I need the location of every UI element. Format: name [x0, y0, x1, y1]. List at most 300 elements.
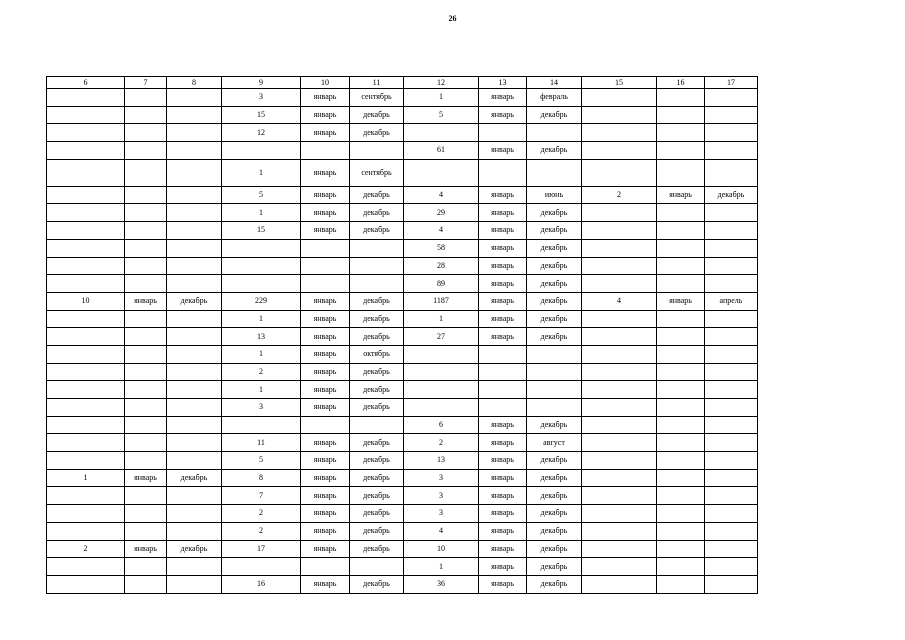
- table-cell: [47, 575, 125, 593]
- table-cell: январь: [479, 142, 527, 160]
- table-cell: [301, 416, 350, 434]
- table-cell: [705, 381, 758, 399]
- table-cell: [125, 434, 167, 452]
- table-cell: 1187: [404, 292, 479, 310]
- table-cell: 15: [222, 106, 301, 124]
- table-cell: [125, 159, 167, 186]
- table-cell: [47, 434, 125, 452]
- table-row: [47, 540, 758, 558]
- column-header: 8: [167, 77, 222, 89]
- table-cell: [657, 452, 705, 470]
- table-cell: 6: [404, 416, 479, 434]
- table-cell: январь: [479, 540, 527, 558]
- table-cell: [705, 487, 758, 505]
- table-cell: [582, 239, 657, 257]
- table-cell: [222, 239, 301, 257]
- table-cell: [167, 416, 222, 434]
- table-cell: [301, 275, 350, 293]
- table-cell: [657, 204, 705, 222]
- table-cell: [47, 381, 125, 399]
- table-cell: 8: [222, 469, 301, 487]
- table-cell: декабрь: [527, 239, 582, 257]
- table-cell: [125, 106, 167, 124]
- table-cell: [125, 186, 167, 204]
- table-cell: [657, 310, 705, 328]
- table-cell: 4: [404, 186, 479, 204]
- table-cell: [657, 469, 705, 487]
- table-cell: 12: [222, 124, 301, 142]
- table-row: [47, 275, 758, 293]
- table-cell: [125, 345, 167, 363]
- table-cell: январь: [657, 186, 705, 204]
- table-cell: [657, 363, 705, 381]
- table-cell: [167, 159, 222, 186]
- table-cell: [404, 124, 479, 142]
- table-cell: [125, 416, 167, 434]
- table-cell: [582, 257, 657, 275]
- table-cell: [705, 522, 758, 540]
- table-cell: [582, 558, 657, 576]
- table-cell: декабрь: [350, 328, 404, 346]
- table-cell: 2: [47, 540, 125, 558]
- table-cell: [657, 89, 705, 107]
- table-cell: [167, 558, 222, 576]
- table-cell: [582, 310, 657, 328]
- column-header: 13: [479, 77, 527, 89]
- table-cell: [657, 239, 705, 257]
- table-cell: февраль: [527, 89, 582, 107]
- table-cell: [657, 159, 705, 186]
- table-cell: декабрь: [350, 204, 404, 222]
- table-cell: [222, 416, 301, 434]
- table-cell: [657, 540, 705, 558]
- table-cell: декабрь: [527, 452, 582, 470]
- table-cell: январь: [301, 505, 350, 523]
- table-cell: [167, 399, 222, 417]
- table-cell: январь: [479, 186, 527, 204]
- data-table: [46, 76, 758, 594]
- table-cell: январь: [479, 275, 527, 293]
- table-cell: [125, 239, 167, 257]
- table-cell: [582, 204, 657, 222]
- table-cell: январь: [301, 522, 350, 540]
- table-row: [47, 452, 758, 470]
- table-cell: [657, 434, 705, 452]
- table-cell: [167, 124, 222, 142]
- table-header-row: [47, 77, 758, 89]
- table-cell: 2: [582, 186, 657, 204]
- table-cell: [222, 275, 301, 293]
- table-cell: [301, 257, 350, 275]
- table-cell: [582, 106, 657, 124]
- table-cell: [705, 142, 758, 160]
- table-cell: декабрь: [527, 257, 582, 275]
- table-cell: 10: [404, 540, 479, 558]
- table-row: [47, 558, 758, 576]
- column-header: 9: [222, 77, 301, 89]
- table-cell: 1: [222, 345, 301, 363]
- table-cell: [582, 416, 657, 434]
- table-cell: [582, 487, 657, 505]
- table-cell: 15: [222, 222, 301, 240]
- table-cell: январь: [479, 106, 527, 124]
- table-cell: [582, 159, 657, 186]
- table-cell: январь: [301, 328, 350, 346]
- table-cell: [125, 558, 167, 576]
- table-cell: [47, 124, 125, 142]
- table-cell: январь: [479, 204, 527, 222]
- table-row: [47, 186, 758, 204]
- table-cell: [657, 575, 705, 593]
- column-header: 6: [47, 77, 125, 89]
- table-cell: октябрь: [350, 345, 404, 363]
- table-cell: январь: [301, 292, 350, 310]
- table-cell: 36: [404, 575, 479, 593]
- table-cell: [657, 124, 705, 142]
- table-cell: [125, 222, 167, 240]
- table-cell: август: [527, 434, 582, 452]
- table-cell: декабрь: [350, 575, 404, 593]
- column-header: 15: [582, 77, 657, 89]
- table-cell: [47, 363, 125, 381]
- table-cell: 13: [222, 328, 301, 346]
- table-cell: 13: [404, 452, 479, 470]
- table-cell: 10: [47, 292, 125, 310]
- table-cell: декабрь: [350, 399, 404, 417]
- table-cell: январь: [301, 399, 350, 417]
- table-cell: [657, 142, 705, 160]
- table-cell: [479, 124, 527, 142]
- table-cell: январь: [125, 292, 167, 310]
- table-cell: [47, 452, 125, 470]
- table-cell: январь: [301, 222, 350, 240]
- table-row: [47, 89, 758, 107]
- table-cell: [582, 124, 657, 142]
- table-cell: декабрь: [527, 106, 582, 124]
- table-cell: январь: [479, 575, 527, 593]
- table-cell: [167, 345, 222, 363]
- table-cell: [582, 142, 657, 160]
- table-cell: [47, 89, 125, 107]
- table-cell: [167, 89, 222, 107]
- table-cell: январь: [301, 345, 350, 363]
- table-row: [47, 522, 758, 540]
- column-header: 7: [125, 77, 167, 89]
- table-cell: [479, 363, 527, 381]
- table-cell: декабрь: [527, 222, 582, 240]
- table-cell: январь: [301, 381, 350, 399]
- table-cell: январь: [479, 416, 527, 434]
- table-cell: декабрь: [527, 292, 582, 310]
- column-header: 17: [705, 77, 758, 89]
- table-cell: [527, 345, 582, 363]
- table-cell: 61: [404, 142, 479, 160]
- table-cell: [167, 487, 222, 505]
- table-cell: январь: [479, 558, 527, 576]
- table-cell: [582, 345, 657, 363]
- table-cell: 3: [222, 399, 301, 417]
- column-header: 12: [404, 77, 479, 89]
- table-cell: декабрь: [527, 142, 582, 160]
- table-cell: [125, 310, 167, 328]
- table-cell: 1: [404, 89, 479, 107]
- table-cell: [167, 186, 222, 204]
- table-cell: 1: [404, 558, 479, 576]
- table-cell: [47, 186, 125, 204]
- table-cell: декабрь: [350, 434, 404, 452]
- table-cell: [527, 159, 582, 186]
- table-cell: [125, 575, 167, 593]
- table-cell: 5: [222, 186, 301, 204]
- table-cell: [47, 558, 125, 576]
- table-cell: декабрь: [350, 222, 404, 240]
- table-cell: декабрь: [527, 310, 582, 328]
- table-cell: 89: [404, 275, 479, 293]
- table-cell: [47, 257, 125, 275]
- table-row: [47, 257, 758, 275]
- table-cell: 5: [404, 106, 479, 124]
- table-cell: [705, 89, 758, 107]
- table-cell: [582, 328, 657, 346]
- table-cell: [350, 142, 404, 160]
- table-cell: [582, 275, 657, 293]
- table-cell: [657, 257, 705, 275]
- table-cell: [705, 434, 758, 452]
- table-cell: декабрь: [527, 204, 582, 222]
- table-cell: [350, 257, 404, 275]
- table-cell: декабрь: [350, 106, 404, 124]
- table-cell: [705, 204, 758, 222]
- table-cell: [167, 452, 222, 470]
- table-cell: апрель: [705, 292, 758, 310]
- table-cell: [705, 222, 758, 240]
- table-cell: 3: [404, 505, 479, 523]
- column-header: 14: [527, 77, 582, 89]
- table-cell: январь: [301, 452, 350, 470]
- table-cell: [350, 275, 404, 293]
- table-cell: [705, 275, 758, 293]
- table-cell: [705, 310, 758, 328]
- table-cell: декабрь: [527, 328, 582, 346]
- column-header: 10: [301, 77, 350, 89]
- table-row: [47, 292, 758, 310]
- table-cell: 27: [404, 328, 479, 346]
- table-cell: [350, 416, 404, 434]
- table-cell: 3: [222, 89, 301, 107]
- table-cell: [47, 487, 125, 505]
- table-cell: [582, 363, 657, 381]
- table-row: [47, 434, 758, 452]
- table-cell: 2: [222, 363, 301, 381]
- table-cell: [705, 257, 758, 275]
- table-cell: [705, 124, 758, 142]
- table-cell: январь: [125, 540, 167, 558]
- table-row: [47, 381, 758, 399]
- table-cell: декабрь: [527, 487, 582, 505]
- table-cell: [301, 142, 350, 160]
- table-cell: [167, 275, 222, 293]
- table-cell: [657, 399, 705, 417]
- table-cell: декабрь: [167, 292, 222, 310]
- table-cell: январь: [301, 434, 350, 452]
- table-cell: [167, 310, 222, 328]
- table-row: [47, 416, 758, 434]
- table-cell: 3: [404, 469, 479, 487]
- table-cell: [657, 505, 705, 523]
- table-row: [47, 142, 758, 160]
- page-number: 26: [448, 14, 457, 23]
- table-cell: декабрь: [350, 381, 404, 399]
- table-cell: [167, 222, 222, 240]
- table-cell: [705, 540, 758, 558]
- table-cell: [705, 452, 758, 470]
- table-cell: 2: [404, 434, 479, 452]
- table-cell: январь: [301, 106, 350, 124]
- table-cell: декабрь: [350, 522, 404, 540]
- table-cell: декабрь: [350, 124, 404, 142]
- table-cell: 11: [222, 434, 301, 452]
- table-cell: 229: [222, 292, 301, 310]
- table-row: [47, 204, 758, 222]
- table-cell: январь: [301, 487, 350, 505]
- table-cell: [125, 204, 167, 222]
- table-cell: [167, 522, 222, 540]
- table-cell: [47, 416, 125, 434]
- table-row: [47, 159, 758, 186]
- table-cell: [404, 381, 479, 399]
- table-cell: 1: [222, 159, 301, 186]
- table-cell: 1: [222, 381, 301, 399]
- table-cell: 4: [582, 292, 657, 310]
- table-cell: декабрь: [527, 540, 582, 558]
- table-cell: [404, 345, 479, 363]
- table-cell: 16: [222, 575, 301, 593]
- table-cell: [47, 142, 125, 160]
- table-row: [47, 469, 758, 487]
- table-cell: декабрь: [350, 540, 404, 558]
- table-cell: [47, 106, 125, 124]
- table-cell: [582, 222, 657, 240]
- table-cell: 1: [222, 204, 301, 222]
- table-cell: [47, 159, 125, 186]
- table-cell: [705, 505, 758, 523]
- table-cell: [47, 399, 125, 417]
- table-cell: [479, 381, 527, 399]
- table-cell: [479, 159, 527, 186]
- table-cell: [404, 399, 479, 417]
- table-cell: январь: [479, 239, 527, 257]
- table-row: [47, 222, 758, 240]
- table-cell: [167, 505, 222, 523]
- table-row: [47, 505, 758, 523]
- table-cell: [582, 505, 657, 523]
- table-cell: декабрь: [167, 540, 222, 558]
- table-cell: январь: [479, 328, 527, 346]
- table-row: [47, 106, 758, 124]
- table-cell: [125, 487, 167, 505]
- table-cell: [301, 239, 350, 257]
- table-cell: [167, 239, 222, 257]
- table-cell: январь: [479, 434, 527, 452]
- table-cell: [657, 222, 705, 240]
- table-cell: декабрь: [527, 469, 582, 487]
- table-cell: 1: [222, 310, 301, 328]
- table-row: [47, 399, 758, 417]
- table-cell: [222, 142, 301, 160]
- table-cell: [657, 328, 705, 346]
- table-cell: [350, 239, 404, 257]
- table-cell: [125, 89, 167, 107]
- table-cell: [705, 469, 758, 487]
- table-cell: январь: [301, 469, 350, 487]
- table-cell: [705, 159, 758, 186]
- table-cell: [167, 257, 222, 275]
- table-cell: [167, 142, 222, 160]
- table-cell: [167, 204, 222, 222]
- table-cell: [582, 89, 657, 107]
- table-cell: 29: [404, 204, 479, 222]
- table-cell: [301, 558, 350, 576]
- table-cell: [125, 452, 167, 470]
- table-cell: [479, 399, 527, 417]
- table-cell: [47, 239, 125, 257]
- table-cell: [657, 522, 705, 540]
- table-cell: [125, 257, 167, 275]
- table-cell: декабрь: [350, 186, 404, 204]
- table-cell: 7: [222, 487, 301, 505]
- table-cell: сентябрь: [350, 159, 404, 186]
- table-cell: декабрь: [527, 416, 582, 434]
- table-cell: январь: [479, 292, 527, 310]
- table-cell: [167, 328, 222, 346]
- table-cell: 5: [222, 452, 301, 470]
- table-cell: [705, 416, 758, 434]
- table-cell: [582, 469, 657, 487]
- table-cell: [125, 328, 167, 346]
- table-row: [47, 487, 758, 505]
- column-header: 16: [657, 77, 705, 89]
- table-cell: январь: [301, 363, 350, 381]
- table-cell: сентябрь: [350, 89, 404, 107]
- table-cell: [705, 106, 758, 124]
- table-cell: 2: [222, 522, 301, 540]
- table-cell: [125, 363, 167, 381]
- table-cell: январь: [479, 310, 527, 328]
- table-cell: [657, 558, 705, 576]
- table-cell: январь: [479, 522, 527, 540]
- table-row: [47, 239, 758, 257]
- table-cell: [582, 434, 657, 452]
- table-cell: [657, 416, 705, 434]
- table-cell: [47, 275, 125, 293]
- table-cell: [404, 159, 479, 186]
- table-cell: [47, 345, 125, 363]
- table-cell: декабрь: [350, 292, 404, 310]
- table-cell: [657, 345, 705, 363]
- table-row: [47, 363, 758, 381]
- table-cell: [222, 558, 301, 576]
- table-cell: декабрь: [527, 275, 582, 293]
- table-cell: 28: [404, 257, 479, 275]
- table-cell: [705, 399, 758, 417]
- table-cell: [657, 275, 705, 293]
- table-cell: январь: [479, 222, 527, 240]
- table-cell: декабрь: [350, 363, 404, 381]
- table-cell: [582, 399, 657, 417]
- table-cell: 4: [404, 222, 479, 240]
- table-cell: декабрь: [350, 469, 404, 487]
- table-cell: январь: [301, 89, 350, 107]
